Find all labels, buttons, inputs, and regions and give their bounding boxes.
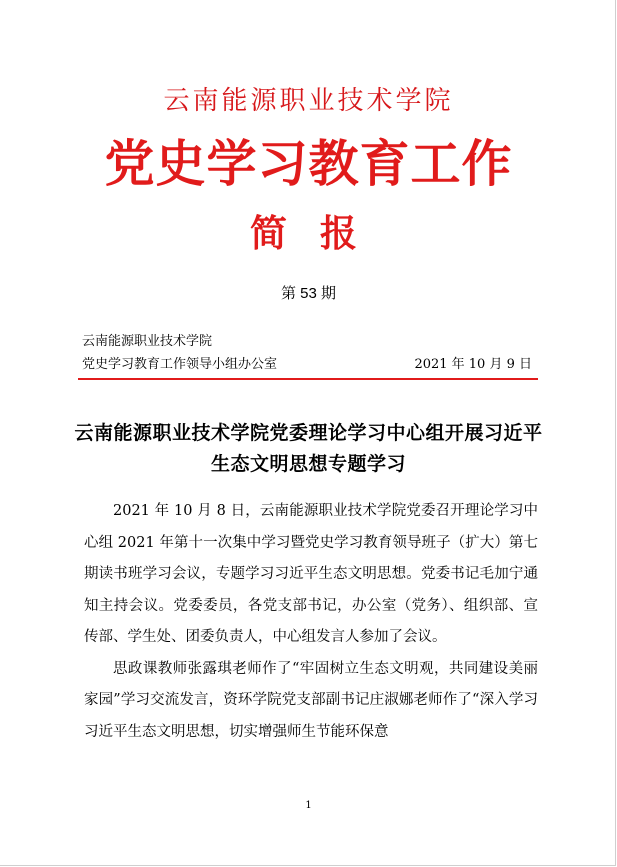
issue-date: 2021 年 10 月 9 日 [414,357,532,372]
masthead-college-name: 云南能源职业技术学院 [163,86,454,116]
page-number: 1 [305,800,312,811]
issue-number: 第 53 期 [280,285,337,302]
paragraph: 思政课教师张露琪老师作了“牢固树立生态文明观，共同建设美丽家园”学习交流发言，资环学院党支部副书记庄淑娜老师作了“深入学习习近平生态文明思想，切实增强师生节能环保意 [84,660,538,740]
article-body [84,496,538,748]
issuing-department: 党史学习教育工作领导小组办公室 [82,357,278,372]
paragraph: 2021 年 10 月 8 日，云南能源职业技术学院党委召开理论学习中心组 2021 年第十一次集中学习暨党史学习教育领导班子（扩大）第七期读书班学习会议，专题学习习近平生态文明思想。党委书记毛加宁通知主持会议。党委委员，各党支部书记，办公室（党务）、组织部、宣传部、学生处、团委负责人，中心组发言人参加了会议。 [84,503,538,645]
masthead-title: 党史学习教育工作 [104,134,513,193]
red-divider [78,378,538,380]
issuing-organization: 云南能源职业技术学院 [82,334,213,349]
masthead-subtitle: 简 报 [250,211,367,255]
article-headline: 云南能源职业技术学院党委理论学习中心组开展习近平生态文明思想专题学习 [74,422,543,475]
